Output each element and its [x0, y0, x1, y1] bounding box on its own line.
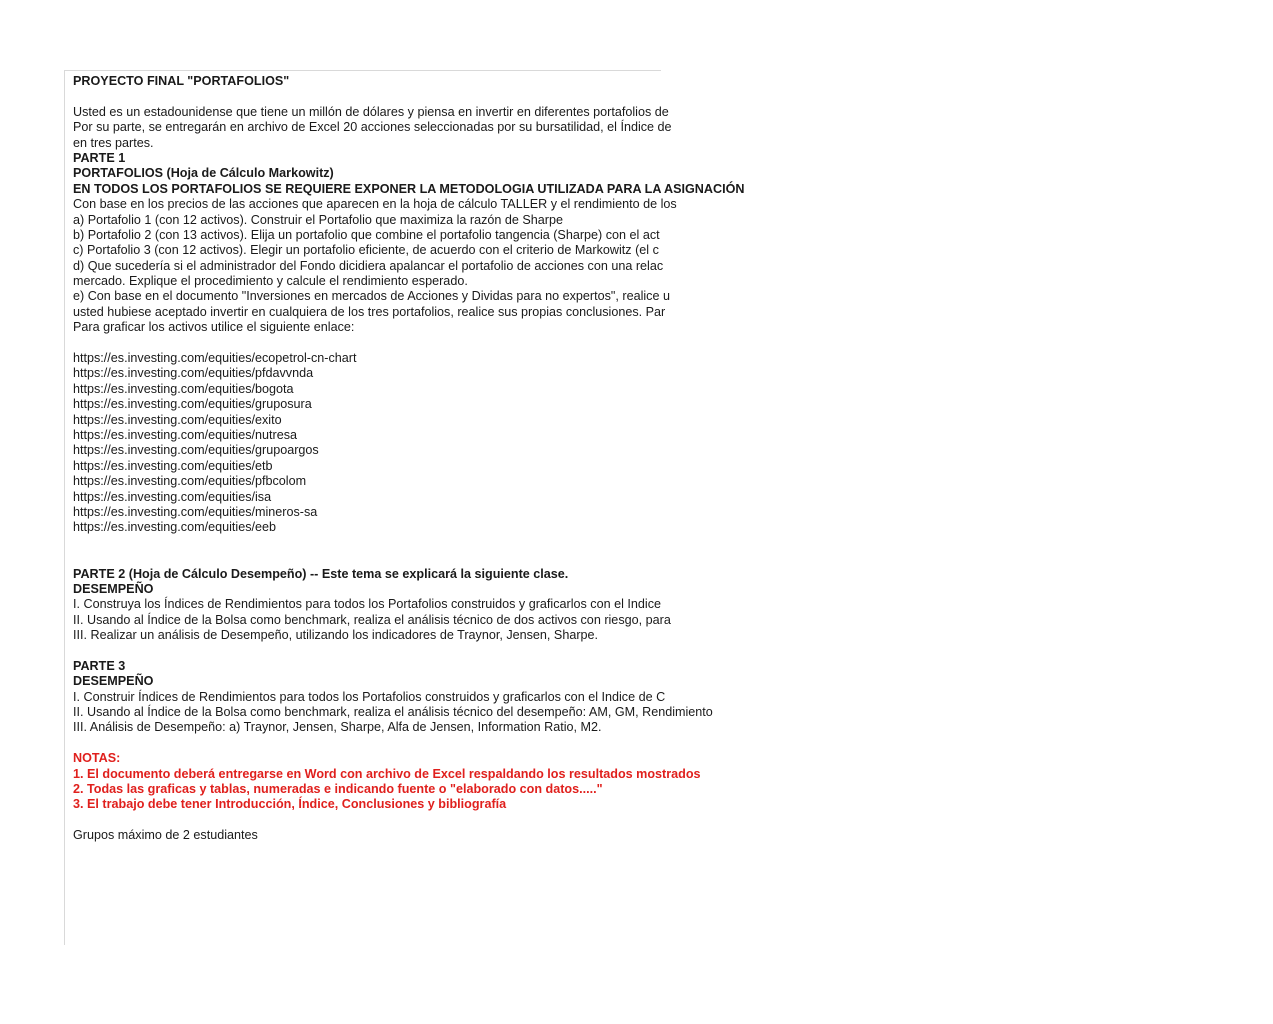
parte2-line: III. Realizar un análisis de Desempeño, utilizando los indicadores de Traynor, Jensen, Sharpe. [73, 628, 599, 643]
intro-line: Por su parte, se entregarán en archivo de Excel 20 acciones seleccionadas por su bursatilidad, el Índice de [73, 120, 672, 135]
intro-line: Usted es un estadounidense que tiene un millón de dólares y piensa en invertir en diferentes portafolios de [73, 104, 669, 119]
parte1-line: mercado. Explique el procedimiento y calcule el rendimiento esperado. [73, 274, 468, 289]
parte3-line: I. Construir Índices de Rendimientos para todos los Portafolios construidos y graficarlos con el Indice de C [73, 689, 666, 704]
link-item[interactable]: https://es.investing.com/equities/isa [73, 489, 272, 504]
parte1-line: usted hubiese aceptado invertir en cualquiera de los tres portafolios, realice sus propias conclusiones. Par [73, 304, 666, 319]
parte3-heading: PARTE 3 [73, 658, 126, 673]
parte3-subheading: DESEMPEÑO [73, 674, 154, 689]
parte1-line: b) Portafolio 2 (con 13 activos). Elija un portafolio que combine el portafolio tangencia (Sharpe) con el act [73, 227, 660, 242]
parte1-heading: PARTE 1 [73, 150, 126, 165]
parte2-heading: PARTE 2 (Hoja de Cálculo Desempeño) -- Este tema se explicará la siguiente clase. [73, 566, 569, 581]
document-content [73, 74, 1273, 844]
parte1-line: d) Que sucedería si el administrador del Fondo dicidiera apalancar el portafolio de acciones con una relac [73, 258, 664, 273]
nota-item: 1. El documento deberá entregarse en Word con archivo de Excel respaldando los resultados mostrados [73, 766, 701, 781]
parte1-line: Para graficar los activos utilice el siguiente enlace: [73, 320, 355, 335]
parte3-line: III. Análisis de Desempeño: a) Traynor, Jensen, Sharpe, Alfa de Jensen, Information Ratio, M2. [73, 720, 602, 735]
parte1-line: Con base en los precios de las acciones que aparecen en la hoja de cálculo TALLER y el rendimiento de los [73, 197, 677, 212]
parte2-line: I. Construya los Índices de Rendimientos para todos los Portafolios construidos y graficarlos con el Indice [73, 597, 662, 612]
nota-item: 2. Todas las graficas y tablas, numeradas e indicando fuente o "elaborado con datos....." [73, 781, 603, 796]
link-item[interactable]: https://es.investing.com/equities/pfdavvnda [73, 366, 314, 381]
parte1-subheading: PORTAFOLIOS (Hoja de Cálculo Markowitz) [73, 166, 334, 181]
link-item[interactable]: https://es.investing.com/equities/bogota [73, 381, 294, 396]
parte1-line: a) Portafolio 1 (con 12 activos). Construir el Portafolio que maximiza la razón de Sharpe [73, 212, 563, 227]
link-item[interactable]: https://es.investing.com/equities/mineros-sa [73, 504, 318, 519]
footer-note: Grupos máximo de 2 estudiantes [73, 828, 258, 843]
parte1-requirement: EN TODOS LOS PORTAFOLIOS SE REQUIERE EXPONER LA METODOLOGIA UTILIZADA PARA LA ASIGNACIÓN [73, 181, 745, 196]
parte3-line: II. Usando al Índice de la Bolsa como benchmark, realiza el análisis técnico del desempeño: AM, GM, Rendimiento [73, 705, 713, 720]
link-item[interactable]: https://es.investing.com/equities/gruposura [73, 397, 312, 412]
link-item[interactable]: https://es.investing.com/equities/exito [73, 412, 282, 427]
link-item[interactable]: https://es.investing.com/equities/ecopetrol-cn-chart [73, 351, 357, 366]
link-item[interactable]: https://es.investing.com/equities/eeb [73, 520, 277, 535]
notas-heading: NOTAS: [73, 751, 121, 766]
parte1-line: e) Con base en el documento "Inversiones en mercados de Acciones y Dividas para no expertos", realice u [73, 289, 670, 304]
link-item[interactable]: https://es.investing.com/equities/nutresa [73, 427, 298, 442]
parte1-line: c) Portafolio 3 (con 12 activos). Elegir un portafolio eficiente, de acuerdo con el criterio de Markowitz (el c [73, 243, 659, 258]
spreadsheet-area [64, 70, 745, 945]
page-title: PROYECTO FINAL "PORTAFOLIOS" [73, 74, 290, 88]
parte2-subheading: DESEMPEÑO [73, 581, 154, 596]
link-item[interactable]: https://es.investing.com/equities/etb [73, 458, 273, 473]
parte2-line: II. Usando al Índice de la Bolsa como benchmark, realiza el análisis técnico de dos activos con riesgo, para [73, 612, 671, 627]
nota-item: 3. El trabajo debe tener Introducción, Índice, Conclusiones y bibliografía [73, 797, 507, 812]
link-item[interactable]: https://es.investing.com/equities/pfbcolom [73, 474, 307, 489]
link-item[interactable]: https://es.investing.com/equities/grupoargos [73, 443, 319, 458]
intro-line: en tres partes. [73, 135, 154, 150]
